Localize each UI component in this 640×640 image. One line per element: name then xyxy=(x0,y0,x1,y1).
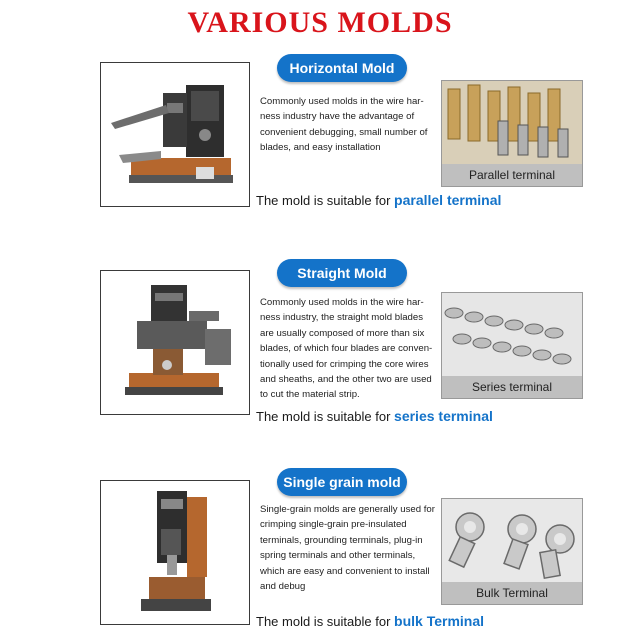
horizontal-mold-description: Commonly used molds in the wire har-ness industry have the advantage of convenient debugging, small number of blades, and easy installation xyxy=(260,96,428,154)
straight-mold-suitable xyxy=(256,408,493,424)
series-terminal-label: Series terminal xyxy=(442,376,582,398)
single-grain-mold-title: Single grain mold xyxy=(277,468,407,496)
straight-mold-photo xyxy=(100,270,250,415)
horizontal-mold-suitable xyxy=(256,192,501,208)
suitable-terminal: series terminal xyxy=(394,408,493,424)
single-grain-mold-photo xyxy=(100,480,250,625)
series-terminal-photo xyxy=(441,292,583,399)
straight-mold-title: Straight Mold xyxy=(277,259,407,287)
suitable-terminal: bulk Terminal xyxy=(394,613,485,629)
straight-mold-description: Commonly used molds in the wire har-ness industry, the straight mold blades are usually composed of more than six blades, of which four blades are conven-tionally used for crimping the core wires and sheaths, and the other two are used to cut the material strip. xyxy=(260,297,433,401)
suitable-terminal: parallel terminal xyxy=(394,192,502,208)
page-title: VARIOUS MOLDS xyxy=(187,6,453,39)
suitable-prefix: The mold is suitable for xyxy=(256,193,391,208)
suitable-prefix: The mold is suitable for xyxy=(256,409,391,424)
bulk-terminal-photo xyxy=(441,498,583,605)
single-grain-mold-description: Single-grain molds are generally used for crimping single-grain pre-insulated terminals, grounding terminals, plug-in spring terminals and other terminals, which are easy and convenient to install and debug xyxy=(260,504,435,593)
suitable-prefix: The mold is suitable for xyxy=(256,614,391,629)
bulk-terminal-label: Bulk Terminal xyxy=(442,582,582,604)
single-grain-mold-suitable xyxy=(256,613,484,629)
horizontal-mold-title: Horizontal Mold xyxy=(277,54,407,82)
parallel-terminal-label: Parallel terminal xyxy=(442,164,582,186)
